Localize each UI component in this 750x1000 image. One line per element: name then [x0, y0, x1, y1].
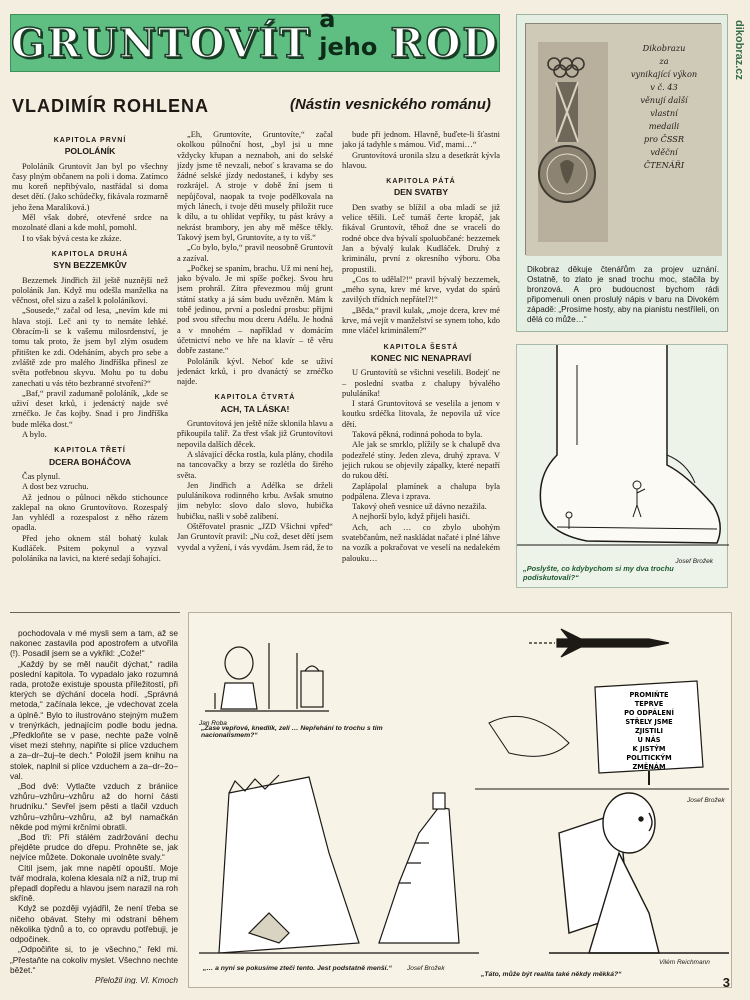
- paragraph: „Baf,“ pravil zadumaně pololáník, „kde se uživí deset krků, i jedenáctý najde své zrnéčko. Je čas kojby. Snad i pro Jindříška bude mléka dost.“: [12, 388, 168, 429]
- paragraph: „Odpočiňte si, to je všechno,“ řekl mi. „Přestaňte na cokoliv myslet. Všechno nechte běžet.“: [10, 944, 178, 975]
- cartoon-artist: Josef Brožek: [687, 797, 725, 804]
- title-word-gruntovit: GRUNTOVÍT: [11, 19, 312, 67]
- handwritten-dedication: [612, 42, 716, 172]
- paragraph: Pololáník Gruntovít Jan byl po všechny časy plným občanem na poli i doma. Zatímco mu koreň nepřibývalo, nastřádal si doma deset dětí. (Jako schůdečky, fikávala rozmarně jeho žena Maralíková.): [12, 161, 168, 212]
- chapter-title: KONEC NIC NENAPRAVÍ: [370, 352, 472, 363]
- dedication-line: v č. 43: [650, 82, 678, 92]
- author-name: VLADIMÍR ROHLENA: [12, 96, 209, 116]
- paragraph: A dost bez vzruchu.: [22, 482, 89, 492]
- paragraph: „Co bylo, bylo,“ pravil neosobně Gruntovít a zazíval.: [177, 243, 333, 263]
- cartoon-collection: [188, 612, 732, 988]
- chapter-label: KAPITOLA DRUHÁ: [51, 250, 129, 258]
- diner-cartoon: [205, 643, 329, 711]
- reader-cartoon: [549, 793, 729, 953]
- paragraph: „Eh, Gruntovíte, Gruntovíte,“ začal okolkou půlnoční host, „byl jsi u mne vždycky křupan a neznaboh, ani do selské jízdy jsme tě nevzali, neboť s kravama se do žádné selské jízdy nedostaneš, i kdyby ses rozkrájel. A stroje v době žní jsem ti nepůjčoval, naopak ta tvoje podělkovala na mých lánech, i tvoje děti musely přiložit ruce k dílu, a tu ohlídat vepříky, tu pást krávy a nekrást brambory, jen aby mě měšce těkly. Takový jsem byl, Gruntovíte, a ty to víš.“: [177, 130, 333, 242]
- sign-line: ZJISTILI: [634, 727, 664, 735]
- paragraph: Den svatby se blížil a oba mladí se již velice těšili. Leč tumáš čerte kropáč, jak fikával Gruntovít, těhož dne se vracelí do rodné obce dva bývalí spoluobčané: bezzemek Jan a bývalý kulak Kudláček. Druhý z kriminálu, první z okresního výboru. Oba propustili.: [342, 202, 500, 274]
- paragraph: U Gruntovítů se všichni veselili. Bodejť ne – poslední svatba z chalupy bývalého pululáníka!: [342, 368, 500, 398]
- paragraph: I to však bývá cesta ke zkáze.: [22, 233, 122, 243]
- chapter-title: DCERA BOHÁČOVA: [48, 456, 132, 467]
- cartoon-artist: Josef Brožek: [675, 558, 713, 565]
- dedication-line: vděční: [650, 147, 678, 157]
- paragraph: „Sousede,“ začal od lesa, „nevím kde mi hlava stojí. Leč ani ty to nemáte lehké. Obracím-li se k vašemu milosrdenství, je tomu tak proto, že jsem byl zlým osudem přitišten ke zdi. Odeháním, abych pro sebe a zvláště zde pro malého Jindříška přinesl ze světa potřebnou skyvu. Mohu po tu dobu zanechati u vás této bezbranné stvoření?“: [12, 306, 168, 388]
- dedication-line: pro ČSSR: [643, 134, 685, 144]
- sign-line: TEPRVE: [634, 700, 664, 708]
- paragraph: Zaplápolal plamínek a chalupa byla podpálena. Zleva i zprava.: [342, 481, 500, 501]
- chapter-label: KAPITOLA ČTVRTÁ: [214, 394, 296, 402]
- text-column-2: [177, 130, 333, 570]
- cartoon-drawings: [189, 613, 733, 989]
- paragraph: A nejhorší bylo, když přijeli hasiči.: [352, 512, 470, 522]
- dedication-line: věnují další: [640, 95, 688, 105]
- cartoon-artist: Vilém Reichmann: [659, 959, 710, 966]
- story-subtitle: (Nástin vesnického románu): [290, 96, 491, 113]
- giant-foot-drawing: [517, 345, 729, 589]
- cartoon-giant-foot: [516, 344, 728, 588]
- paragraph: Gruntovítová jen ještě níže sklonila hlavu a přikoupila talíř. Za třest však již Gruntovítovi nepovila dalších děcek.: [177, 419, 333, 449]
- chapter-title: ACH, TA LÁSKA!: [220, 403, 290, 414]
- paragraph: Až jednou o půlnoci někdo stichounce zaklepal na okno Gruntovítovo. Rozespalý Jan vyhlédl a rozespalost z něho rázem opadla.: [12, 492, 168, 533]
- paragraph: pochodovala v mé mysli sem a tam, až se nakonec zastavila pod apostrofem a utvořila (!). Posadil jsem se a vykřikl: „Cože!“: [10, 628, 178, 659]
- paragraph: Oštěřovatel prasnic „JZD Všichni vpřed“ Jan Gruntovít pravil: „Nu což, deset dětí jsem vyvdal a vyžení, i vás vyvdám. Jsem rád, že to: [177, 521, 333, 552]
- watermark-credit: dikobraz.cz: [733, 20, 745, 80]
- cartoon-caption: „… a nyní se pokusíme zteči tento. Jest podstatně menší.“: [203, 965, 392, 972]
- title-word-rod: ROD: [390, 19, 499, 67]
- paragraph: Ach, ach … co zbylo ubohým svatebčanům, než naskládat načaté i plné láhve na vozík a pokračovat ve veselí na nedalekém palouku…: [342, 522, 500, 563]
- chapter-title: POLOLÁNÍK: [64, 146, 116, 157]
- cartoon-caption: „Zase vepřové, knedlík, zelí … Nepřehání to trochu s tím nacionalismem?“: [201, 725, 383, 739]
- paragraph: „Každý by se měl naučit dýchat,“ radila poslední kapitola. To vypadalo jako rozumná rada, protože existuje spousta příležitostí, při kterých se dýchání docela hodí. „Správná metoda,“ začínala lekce, „je vdechovat zcela a úplně.“ Bylo to ilustrováno stejným mužem v trenýrkách, jednajícím podle bodu jedna. „Předkloňte se v pase, nechte paže volně viset mezi stehny, napiňte si plíce vzduchem a za–dr–žuj–te dech.“ Položil jsem knihu na stolek, naplnil si plíce vzduchem a za–dr–žo–val.: [10, 658, 178, 781]
- paragraph: „Běda,“ pravil kulak, „moje dcera, krev mé krve, má vejít v manželství se synem toho, kdo mne vláčel kriminálem?“: [342, 305, 500, 336]
- text-column-3: [342, 130, 500, 570]
- photo-caption: Dikobraz děkuje čtenářům za projev uznání. Ostatně, to zlato je snad trochu moc, stačila by bronzová. A pro budoucnost bychom rádi připomenuli onen proslulý nápis v baru na Divokém západě: „Prosíme hosty, aby na pianistu nestříleli, on dělá co může…“: [527, 265, 719, 324]
- paragraph: I stará Gruntovítová se veselila a jenom v koutku srdéčka litovala, že nepovila už více dětí.: [342, 399, 500, 429]
- paragraph: Bezzemek Jindřich žil ještě nuznější než pololáník Jan. Když mu odešla manželka na věčnost, ořel sizu a zašel k pololáníkovi.: [12, 275, 168, 306]
- paragraph: A slávající děcka rostla, kula plány, chodila na tancovačky a brzy se rozlétla do širého světa.: [177, 449, 333, 480]
- dedication-line: vlastní: [650, 108, 678, 118]
- title-word-a-jeho: a jeho: [319, 5, 378, 61]
- medal-photo-panel: [516, 14, 728, 332]
- paragraph: Takový oheň vesnice už dávno nezažila.: [352, 502, 487, 512]
- paragraph: Pololáník kývl. Neboť kde se uživí jedenáct krků, i pro dvanáctý se zrnéčko najde.: [177, 356, 333, 387]
- dedication-line: vynikající výkon: [630, 69, 698, 79]
- paragraph: Taková pěkná, rodinná pohoda to byla.: [352, 430, 483, 440]
- page-number: 3: [722, 975, 730, 990]
- paragraph: „Bod dvě: Vytlačte vzduch z brániice vzhůru–vzhůru–vzhůru až do horní části hrudníku.“ Sevřel jsem pěsti a tlačil vzduch vzhůru–vzhůru–vzhůru, až byl namačkán někde pod mými krčními obratli.: [10, 781, 178, 832]
- dedication-line: medaili: [648, 121, 680, 131]
- text-column-1: [12, 130, 168, 598]
- sign-line: K JISTÝM: [632, 745, 666, 753]
- chapter-label: KAPITOLA PRVNÍ: [53, 137, 127, 144]
- sign-post: [475, 681, 729, 789]
- paragraph: Když se později vyjádřil, že není třeba se ničeho obávat. Stehy mi odstraní během několika týdnů a to, co opravdu potřebuji, je odpočinek.: [10, 903, 178, 945]
- dedication-line: ČTENÁŘI: [643, 160, 685, 170]
- chapter-label: KAPITOLA TŘETÍ: [54, 447, 126, 455]
- paragraph: „Počkej se spaním, brachu. Už mi není hej, jako bývalo. Je mi spíše počkej. Svou hru jsem prohrál. Zítra převezmou můj grunt státní statky a já sám budu uvězněn. Mám k tobě jedinou, první a poslední prosbu: přijmi pod svou střechu mou dceru Adélu. Je hodná a v mnohém – například v domácím účetnictví nebo ve hře na klavír – tě věru dobře zastane.“: [177, 263, 333, 356]
- paragraph: Čas plynul.: [22, 471, 61, 481]
- cartoon-caption: „Táto, může být realita také někdy měkká?“: [481, 971, 622, 978]
- chapter-label: KAPITOLA PÁTÁ: [386, 178, 456, 186]
- text-column-4: [10, 628, 178, 984]
- paragraph: „Cos to udělal?!“ pravil bývalý bezzemek, „mého syna, krev mé krve, vydat do spárů zavilých třídních nepřátel?!“: [342, 274, 500, 305]
- paragraph: Měl však dobré, otevřené srdce na mozolnaté dlani a kde mohl, pomohl.: [12, 213, 168, 233]
- cartoon-caption: „Poslyšte, co kdybychom si my dva trochu podiskutovali?“: [523, 564, 674, 582]
- fortress-cartoon: [199, 775, 479, 953]
- section-divider: [10, 612, 180, 613]
- paragraph: Gruntovítová uronila slzu a desetkrát kývla hlavou.: [342, 150, 500, 170]
- sign-line: POLITICKÝM: [626, 754, 672, 762]
- chapter-label: KAPITOLA ŠESTÁ: [383, 343, 459, 351]
- paragraph: Ale jak se smrklo, plížily se k chalupě dva podezřelé stíny. Jeden zleva, druhý zprava. V jejich rukou se objevily zápalky, které nepatří do rukou dětí.: [342, 440, 500, 481]
- sign-line: U NÁS: [637, 736, 661, 744]
- title-banner: [10, 5, 500, 72]
- paragraph: Před jeho oknem stál bohatý kulak Kudláček. Psitem pokynul a vyzval pololáníka na lavici, na které sedají šohajíci.: [12, 533, 168, 564]
- cartoon-artist: Jan Roba: [199, 720, 227, 727]
- dedication-line: za: [659, 56, 669, 66]
- paragraph: A bylo.: [22, 430, 47, 440]
- sign-line: PROMIŇTE: [629, 691, 669, 699]
- sign-line: PO ODPÁLENÍ: [624, 709, 674, 717]
- chapter-title: SYN BEZZEMKŮV: [53, 260, 127, 271]
- translator-credit: Přeložil ing. Vl. Kmoch: [94, 974, 178, 984]
- paragraph: Jen Jindřich a Adélka se drželi pululáníkova rodinného krbu. Avšak smutno jim nebylo: slovo dalo slovo, hubička hubičku, našli v sobě zalíbení.: [177, 480, 333, 521]
- medal-photo: [525, 23, 721, 255]
- cartoon-artist: Josef Brožek: [407, 965, 445, 972]
- paragraph: bude při jednom. Hlavně, buďete-li šťastni jako já tadyhle s mámou. Viď, mami…“: [342, 130, 500, 150]
- paragraph: „Bod tři: Při stálém zadržování dechu přejděte prudce do dřepu. Prohněte se, jak nejvíce můžete. Dokonale uvolněte svaly.“: [10, 832, 178, 863]
- rocket-cartoon: [529, 629, 669, 657]
- sign-line: STŘELY JSME: [625, 718, 673, 726]
- paragraph: Cítil jsem, jak mne napětí opouští. Moje tvář modrala, kolena klesala níž a níž, trup mi přepadl dopředu a hlavou jsem narazil na roh skříně.: [10, 862, 178, 904]
- dedication-line: Dikobrazu: [642, 43, 686, 53]
- sign-line: ZMĚNÁM: [632, 763, 666, 771]
- chapter-title: DEN SVATBY: [393, 187, 449, 198]
